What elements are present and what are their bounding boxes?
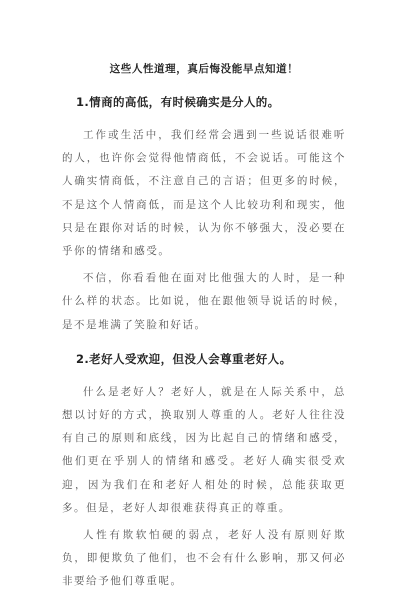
paragraph: 什么是老好人？老好人，就是在人际关系中，总想以讨好的方式，换取别人尊重的人。老好人往往没有自己的原则和底线，因为比起自己的情绪和感受，他们更在乎别人的情绪和感受。老好人确实很受欢迎，因为我们在和老好人相处的时候，总能获取更多。但是，老好人却很难获得真正的尊重。 <box>62 385 346 514</box>
document-title: 这些人性道理，真后悔没能早点知道！ <box>109 63 299 75</box>
paragraph: 不信，你看看他在面对比他强大的人时，是一种什么样的状态。比如说，他在跟他领导说话的时候，是不是堆满了笑脸和好话。 <box>62 272 346 331</box>
section-heading-2: 2.老好人受欢迎，但没人会尊重老好人。 <box>76 351 292 366</box>
paragraph: 工作或生活中，我们经常会遇到一些说话很难听的人，也许你会觉得他情商低，不会说话。可能这个人确实情商低，不注意自己的言语；但更多的时候，不是这个人情商低，而是这个人比较功利和现实，他只是在跟你对话的时候，认为你不够强大，没必要在乎你的情绪和感受。 <box>62 129 346 258</box>
paragraph: 人性有欺软怕硬的弱点，老好人没有原则好欺负，即便欺负了他们，也不会有什么影响，那又何必非要给予他们尊重呢。 <box>62 529 346 588</box>
section-heading-1: 1.情商的高低，有时候确实是分人的。 <box>76 95 280 109</box>
